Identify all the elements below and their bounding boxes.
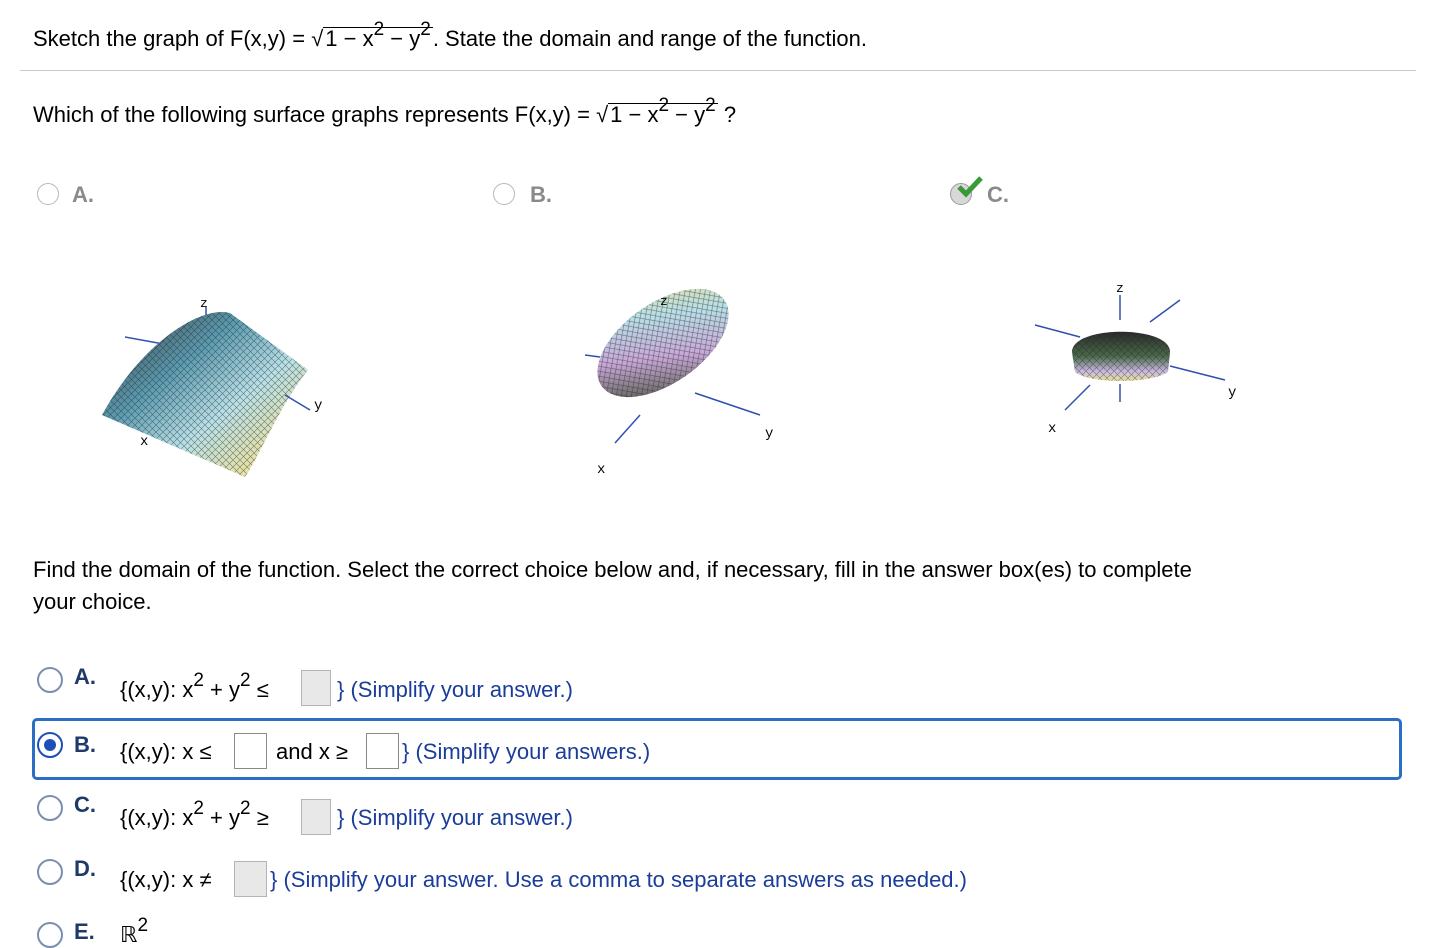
question2-prompt-line2: your choice. <box>33 589 152 614</box>
domain-option-b-answer-box-1[interactable] <box>234 733 267 769</box>
domain-option-b-answer-box-2[interactable] <box>366 733 399 769</box>
check-icon <box>957 176 983 198</box>
divider <box>20 70 1416 71</box>
domain-option-d-radio[interactable] <box>37 859 63 885</box>
domain-option-a-hint: } (Simplify your answer.) <box>337 677 573 702</box>
domain-option-c-text: {(x,y): x2 + y2 ≥ <box>120 798 269 830</box>
graph-option-a-radio[interactable] <box>37 183 59 205</box>
domain-option-e-text: ℝ2 <box>120 915 149 947</box>
problem-statement: Sketch the graph of F(x,y) = √1 − x2 − y2. State the domain and range of the function. <box>33 19 868 51</box>
question2-prompt: Find the domain of the function. Select the correct choice below and, if necessary, fill in the answer box(es) to complete <box>33 557 1192 582</box>
domain-option-e-radio[interactable] <box>37 922 63 948</box>
graph-c-y-label: y <box>1228 385 1237 401</box>
domain-option-c-radio[interactable] <box>37 795 63 821</box>
domain-option-b-and: and x ≥ <box>276 739 349 764</box>
graph-a-x-label: x <box>140 434 149 450</box>
graph-option-c-label: C. <box>987 182 1009 207</box>
graph-option-b-label: B. <box>530 182 552 207</box>
graph-b-z-label: z <box>660 294 668 309</box>
domain-option-d-text: {(x,y): x ≠ <box>120 867 212 892</box>
graph-c-surface <box>1030 280 1250 440</box>
graph-c-z-label: z <box>1116 281 1124 296</box>
domain-option-d-letter: D. <box>74 856 96 881</box>
domain-option-b-radio[interactable] <box>37 732 63 758</box>
question1-text: Which of the following surface graphs represents F(x,y) = √1 − x2 − y2 ? <box>33 95 737 127</box>
domain-option-d-answer-box[interactable] <box>234 861 267 897</box>
domain-option-a-radio[interactable] <box>37 667 63 693</box>
domain-option-a-text: {(x,y): x2 + y2 ≤ <box>120 670 269 702</box>
domain-option-a-letter: A. <box>74 664 96 689</box>
domain-option-c-hint: } (Simplify your answer.) <box>337 805 573 830</box>
domain-option-c-letter: C. <box>74 792 96 817</box>
graph-c-x-label: x <box>1048 421 1057 437</box>
domain-option-c-answer-box[interactable] <box>301 799 331 835</box>
graph-option-b-radio[interactable] <box>493 183 515 205</box>
graph-a-z-label: z <box>200 296 208 311</box>
question1-radicand: 1 − x2 − y2 <box>610 95 716 127</box>
graph-a-y-label: y <box>314 398 323 414</box>
graph-b-x-label: x <box>597 462 606 478</box>
domain-option-a-answer-box[interactable] <box>301 670 331 706</box>
sketch-radicand: 1 − x2 − y2 <box>325 19 431 51</box>
domain-option-b-hint: } (Simplify your answers.) <box>402 739 651 764</box>
domain-option-d-hint: } (Simplify your answer. Use a comma to separate answers as needed.) <box>270 867 967 892</box>
graph-b-y-label: y <box>765 426 774 442</box>
domain-option-e-letter: E. <box>74 919 95 944</box>
graph-b-surface <box>585 285 805 485</box>
domain-option-b-text: {(x,y): x ≤ <box>120 739 212 764</box>
graph-a-surface <box>100 285 360 485</box>
graph-option-a-label: A. <box>72 182 94 207</box>
sketch-pre: Sketch the graph of F(x,y) = <box>33 26 312 51</box>
domain-option-b-letter: B. <box>74 732 96 757</box>
